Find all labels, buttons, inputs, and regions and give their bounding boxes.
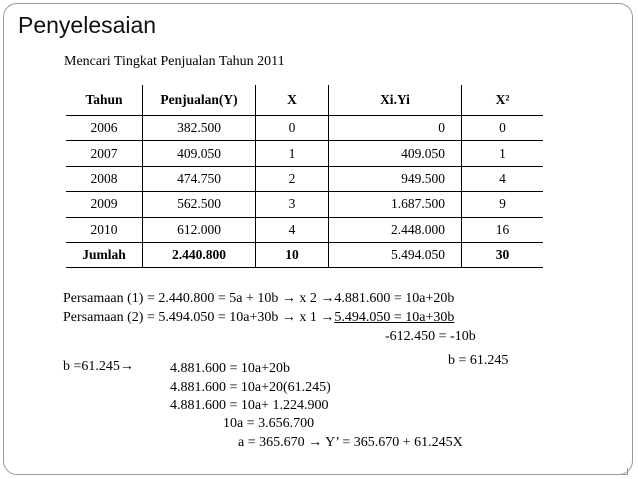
cell-sales: 562.500	[143, 192, 256, 217]
b-result: b = 61.245	[448, 353, 509, 368]
cell-x2: 4	[462, 166, 544, 191]
cell-xiyi: 1.687.500	[329, 192, 462, 217]
step-3: 4.881.600 = 10a+ 1.224.900	[170, 398, 329, 413]
equation-2-left: Persamaan (2) = 5.494.050 = 10a+30b → x 1 →	[63, 310, 335, 325]
cell-xiyi: 2.448.000	[329, 217, 462, 242]
table-row	[66, 141, 543, 166]
step-2: 4.881.600 = 10a+20(61.245)	[170, 380, 331, 395]
cell-year: 2010	[66, 217, 143, 242]
header-x: X	[256, 85, 329, 116]
total-x2: 30	[462, 242, 544, 267]
subtitle: Mencari Tingkat Penjualan Tahun 2011	[64, 54, 285, 69]
total-xiyi: 5.494.050	[329, 242, 462, 267]
step-4: 10a = 3.656.700	[223, 416, 315, 431]
table-row	[66, 192, 543, 217]
equation-difference: -612.450 = -10b	[385, 329, 476, 344]
cell-sales: 409.050	[143, 141, 256, 166]
equation-1-right: 4.881.600 = 10a+20b	[334, 291, 455, 306]
cell-x2: 1	[462, 141, 544, 166]
page-corner-mark	[621, 468, 628, 475]
equation-1-left: Persamaan (1) = 2.440.800 = 5a + 10b → x 2 →	[63, 291, 335, 306]
cell-xiyi: 0	[329, 116, 462, 141]
table-total-row	[66, 242, 543, 267]
total-label: Jumlah	[66, 242, 143, 267]
cell-x2: 0	[462, 116, 544, 141]
cell-year: 2007	[66, 141, 143, 166]
header-penjualan: Penjualan(Y)	[143, 85, 256, 116]
cell-year: 2008	[66, 166, 143, 191]
step-5-regression: a = 365.670 → Y’ = 365.670 + 61.245X	[238, 435, 463, 450]
cell-xiyi: 949.500	[329, 166, 462, 191]
sales-table	[66, 85, 543, 268]
cell-sales: 612.000	[143, 217, 256, 242]
cell-x2: 16	[462, 217, 544, 242]
b-substitution-label: b =61.245→	[63, 359, 134, 374]
cell-x: 2	[256, 166, 329, 191]
step-1: 4.881.600 = 10a+20b	[170, 361, 291, 376]
total-x: 10	[256, 242, 329, 267]
cell-sales: 474.750	[143, 166, 256, 191]
cell-x: 4	[256, 217, 329, 242]
table-header-row	[66, 85, 543, 116]
cell-year: 2006	[66, 116, 143, 141]
header-xiyi: Xi.Yi	[329, 85, 462, 116]
cell-x: 1	[256, 141, 329, 166]
total-sales: 2.440.800	[143, 242, 256, 267]
table-row	[66, 116, 543, 141]
cell-sales: 382.500	[143, 116, 256, 141]
header-tahun: Tahun	[66, 85, 143, 116]
equation-2-right: 5.494.050 = 10a+30b	[334, 310, 455, 325]
table-row	[66, 166, 543, 191]
cell-x: 0	[256, 116, 329, 141]
cell-year: 2009	[66, 192, 143, 217]
equation-2	[63, 310, 454, 326]
table-row	[66, 217, 543, 242]
slide-title: Penyelesaian	[18, 12, 157, 38]
cell-x: 3	[256, 192, 329, 217]
header-x2: X²	[462, 85, 544, 116]
equation-1	[63, 291, 454, 307]
cell-xiyi: 409.050	[329, 141, 462, 166]
cell-x2: 9	[462, 192, 544, 217]
